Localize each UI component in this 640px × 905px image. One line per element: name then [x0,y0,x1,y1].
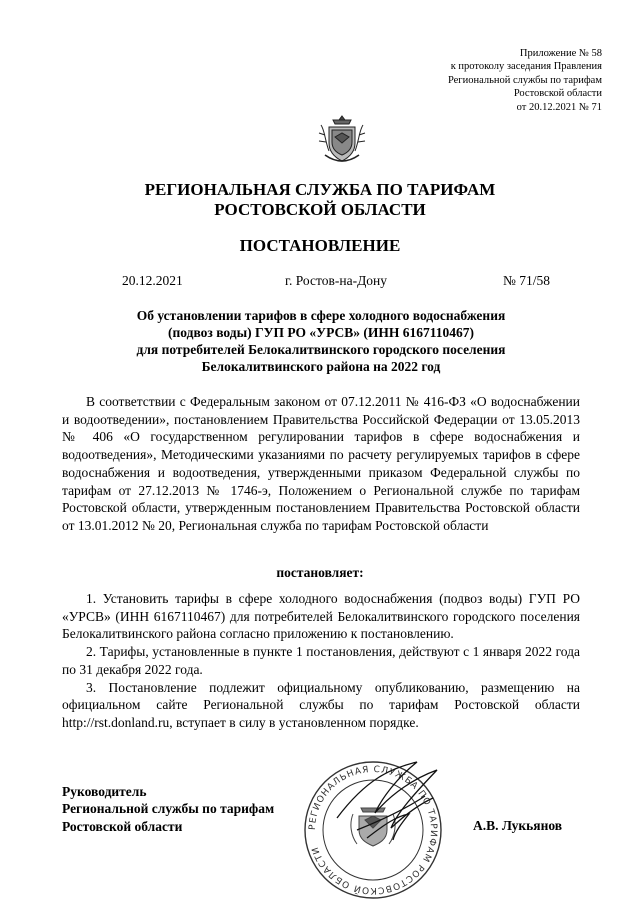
decree-items [62,590,580,732]
seal-text: РЕГИОНАЛЬНАЯ СЛУЖБА ПО ТАРИФАМ РОСТОВСКОЙ ОБЛАСТИ [307,764,439,896]
appendix-note [448,47,602,114]
subject-line: для потребителей Белокалитвинского городского поселения [136,342,506,357]
decree-word: постановляет: [276,565,364,580]
document-city: г. Ростов-на-Дону [285,273,388,288]
subject-line: Об установлении тарифов в сфере холодного водоснабжения [136,308,506,323]
decree-item: 3. Постановление подлежит официальному опубликованию, размещению на официальном сайте Региональной службы по тарифам Ростовской области http://rst.donland.ru, вступает в силу в установленном порядке. [62,679,580,730]
official-seal-icon [297,758,449,903]
appendix-line: от 20.12.2021 № 71 [516,101,602,113]
document-subject [62,307,580,375]
document-date: 20.12.2021 [122,273,183,288]
organization-title-line: РОСТОВСКОЙ ОБЛАСТИ [214,200,426,219]
signer-title-line: Руководитель [62,784,147,799]
appendix-line: к протоколу заседания Правления [450,61,602,73]
preamble-paragraph: В соответствии с Федеральным законом от 07.12.2011 № 416-ФЗ «О водоснабжении и водоотведении», постановлением Правительства Российской Федерации от 13.05.2013 № 406 «О государственном регулировании тарифов в сфере водоснабжения и водоотведения», Методическими указаниями по расчету регулируемых тарифов в сфере водоснабжения и водоотведения, утвержденными приказом Федеральной службы по тарифам от 27.12.2013 № 1746-э, Положением о Региональной службе по тарифам Ростовской области, утвержденным постановлением Правительства Ростовской области от 13.01.2012 № 20, Региональная служба по тарифам Ростовской области [62,394,580,533]
document-number: № 71/58 [503,273,551,288]
coat-of-arms-icon [317,111,367,169]
document-type: ПОСТАНОВЛЕНИЕ [239,236,401,255]
decree-item: 1. Установить тарифы в сфере холодного водоснабжения (подвоз воды) ГУП РО «УРСВ» (ИНН 6167110467) для потребителей Белокалитвинского городского поселения Белокалитвинского района согласно приложению к постановлению. [62,591,580,642]
decree-item: 2. Тарифы, установленные в пункте 1 постановления, действуют с 1 января 2022 года по 31 декабря 2022 года. [62,644,580,677]
appendix-line: Ростовской области [513,88,602,100]
organization-title [0,180,640,220]
subject-line: Белокалитвинского района на 2022 год [201,359,441,374]
signer-title-line: Ростовской области [62,818,183,834]
organization-title-line: РЕГИОНАЛЬНАЯ СЛУЖБА ПО ТАРИФАМ [144,180,496,199]
signer-title-line: Региональной службы по тарифам [62,801,275,817]
signer-name: А.В. Лукьянов [473,818,563,833]
signer-title [62,783,274,835]
appendix-line: Приложение № 58 [519,48,602,59]
subject-line: (подвоз воды) ГУП РО «УРСВ» (ИНН 6167110467) [168,325,474,340]
appendix-line: Региональной службы по тарифам [447,74,602,86]
